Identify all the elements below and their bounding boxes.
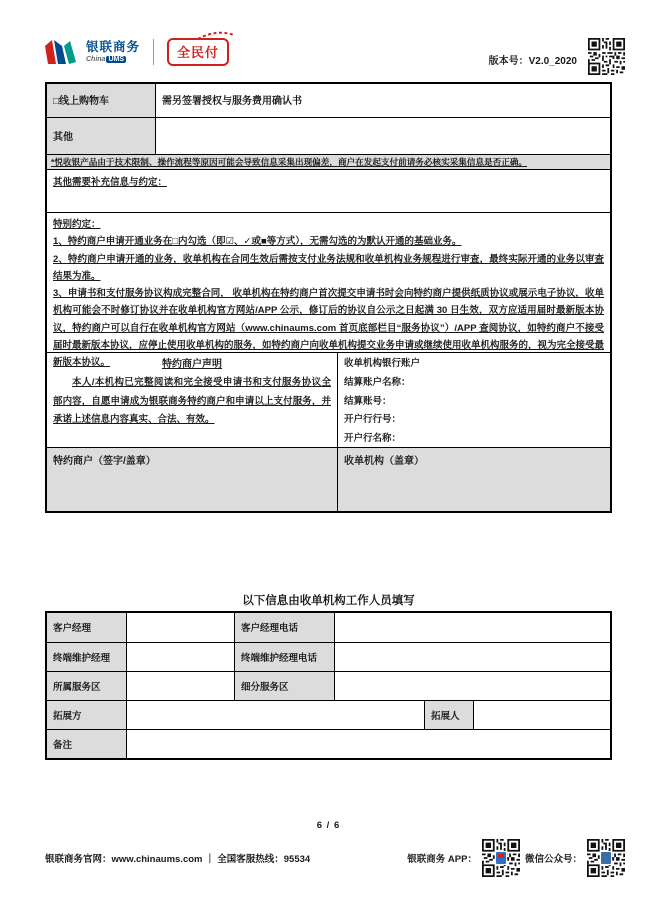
terminal-manager-phone-label: 终端维护经理电话 (234, 643, 334, 671)
table-row (47, 671, 610, 700)
row-signatures (47, 447, 610, 511)
bank-branch-name-field[interactable]: 开户行名称： (344, 433, 402, 445)
row-other (47, 117, 610, 154)
row-declaration-bank (47, 352, 610, 447)
app-qr-code-icon (482, 839, 520, 877)
application-table (45, 82, 612, 513)
account-manager-field[interactable] (126, 613, 234, 642)
table-row (47, 700, 610, 729)
brand-name-cn: 银联商务 (86, 40, 141, 55)
bank-account-title: 收单机构银行账户 (344, 358, 421, 369)
terminal-manager-label: 终端维护经理 (47, 643, 126, 671)
service-area-field[interactable] (126, 672, 234, 700)
header-brand (45, 38, 229, 66)
other-label: 其他 (47, 118, 155, 154)
staff-fill-title: 以下信息由收单机构工作人员填写 (242, 595, 415, 607)
header-qr-code-icon (588, 38, 625, 75)
remark-field[interactable] (126, 730, 610, 758)
sub-service-area-field[interactable] (334, 672, 610, 700)
special-term-3: 3、申请书和支付服务协议构成完整合同， 收单机构在特约商户首次提交申请书时会向特约商户提供纸质协议或展示电子协议，收单机构可能会不时修订协议并在收单机构官方网站/APP 公示，修订后的协议自公示之日起满 30 日生效，双方应适用届时最新版本协议，特约商户可以自行在收单机构官方网站（www.chinaums.com 首页底部栏目“服务协议”）/APP 查阅协议，如特约商户不接受届时最新版本协议，应停止使用收单机构的服务，如特约商户向收单机构提交业务申请或继续使用收单机构服务的，视为完全接受最新版本协议。 (53, 288, 605, 369)
yueshouyin-note: *悦收银产品由于技术限制、操作流程等原因可能会导致信息采集出现偏差，商户在发起支付前请务必核实采集信息是否正确。 (47, 155, 610, 169)
row-online-cart (47, 84, 610, 117)
declaration-title: 特约商户声明 (162, 359, 222, 370)
footer-qr-group (407, 839, 625, 877)
terminal-manager-phone-field[interactable] (334, 643, 610, 671)
bank-branch-number-field[interactable]: 开户行行号： (344, 414, 402, 426)
service-area-label: 所属服务区 (47, 672, 126, 700)
settlement-account-name-field[interactable]: 结算账户名称： (344, 376, 411, 388)
app-qr-label: 银联商务 APP： (407, 854, 477, 865)
version-label: 版本号：V2.0_2020 (488, 56, 577, 67)
online-cart-checkbox-label[interactable]: □线上购物车 (47, 84, 155, 117)
chinaums-logo-icon (45, 39, 77, 65)
merchant-signature-area[interactable]: 特约商户（签字/盖章） (47, 448, 337, 511)
logo-divider (153, 39, 154, 65)
brand-name (86, 41, 140, 63)
wechat-qr-code-icon (587, 839, 625, 877)
merchant-declaration (47, 353, 337, 447)
special-term-2: 2、特约商户申请开通的业务，收单机构在合同生效后需按支付业务法规和收单机构业务规程进行审查，最终实际开通的业务以审查结果为准。 (53, 253, 604, 282)
expander-person-label: 拓展人 (424, 701, 473, 729)
table-row (47, 642, 610, 671)
expander-person-field[interactable] (473, 701, 610, 729)
settlement-account-number-field[interactable]: 结算账号： (344, 395, 392, 407)
staff-fill-table (45, 611, 612, 760)
expander-party-label: 拓展方 (47, 701, 126, 729)
table-row (47, 729, 610, 758)
wechat-qr-label: 微信公众号： (524, 854, 582, 865)
special-terms-title: 特别约定： (53, 219, 101, 230)
account-manager-phone-label: 客户经理电话 (234, 613, 334, 642)
expander-party-field[interactable] (126, 701, 424, 729)
footer-contact-text: 银联商务官网：www.chinaums.com ｜ 全国客服热线：95534 (45, 854, 311, 865)
quanminfu-badge: 全民付 (167, 38, 229, 66)
account-manager-label: 客户经理 (47, 613, 126, 642)
supplement-field[interactable]: 其他需要补充信息与约定： (53, 177, 168, 188)
badge-swoosh-icon (195, 29, 237, 41)
footer (45, 836, 625, 880)
declaration-body: 本人/本机构已完整阅读和完全接受申请书和支付服务协议全部内容，自愿申请成为银联商务特约商户和申请以上支付服务，并承诺上述信息内容真实、合法、有效。 (53, 377, 331, 426)
product-badge-wrap (167, 38, 229, 66)
brand-name-en: China UMS (86, 55, 125, 63)
acquirer-bank-account (337, 353, 610, 447)
sub-service-area-label: 细分服务区 (234, 672, 334, 700)
remark-label: 备注 (47, 730, 126, 758)
acquirer-seal-area[interactable]: 收单机构（盖章） (337, 448, 610, 511)
special-term-1: 1、特约商户申请开通业务在□内勾选（即☑、✓或■等方式），无需勾选的为默认开通的基础业务。 (53, 236, 462, 248)
table-row (47, 613, 610, 642)
other-value-field[interactable] (155, 118, 610, 154)
row-yueshouyin-note (47, 154, 610, 169)
terminal-manager-field[interactable] (126, 643, 234, 671)
online-cart-note: 需另签署授权与服务费用确认书 (155, 84, 610, 117)
row-supplement (47, 169, 610, 212)
page-number: 6 / 6 (316, 820, 341, 831)
account-manager-phone-field[interactable] (334, 613, 610, 642)
